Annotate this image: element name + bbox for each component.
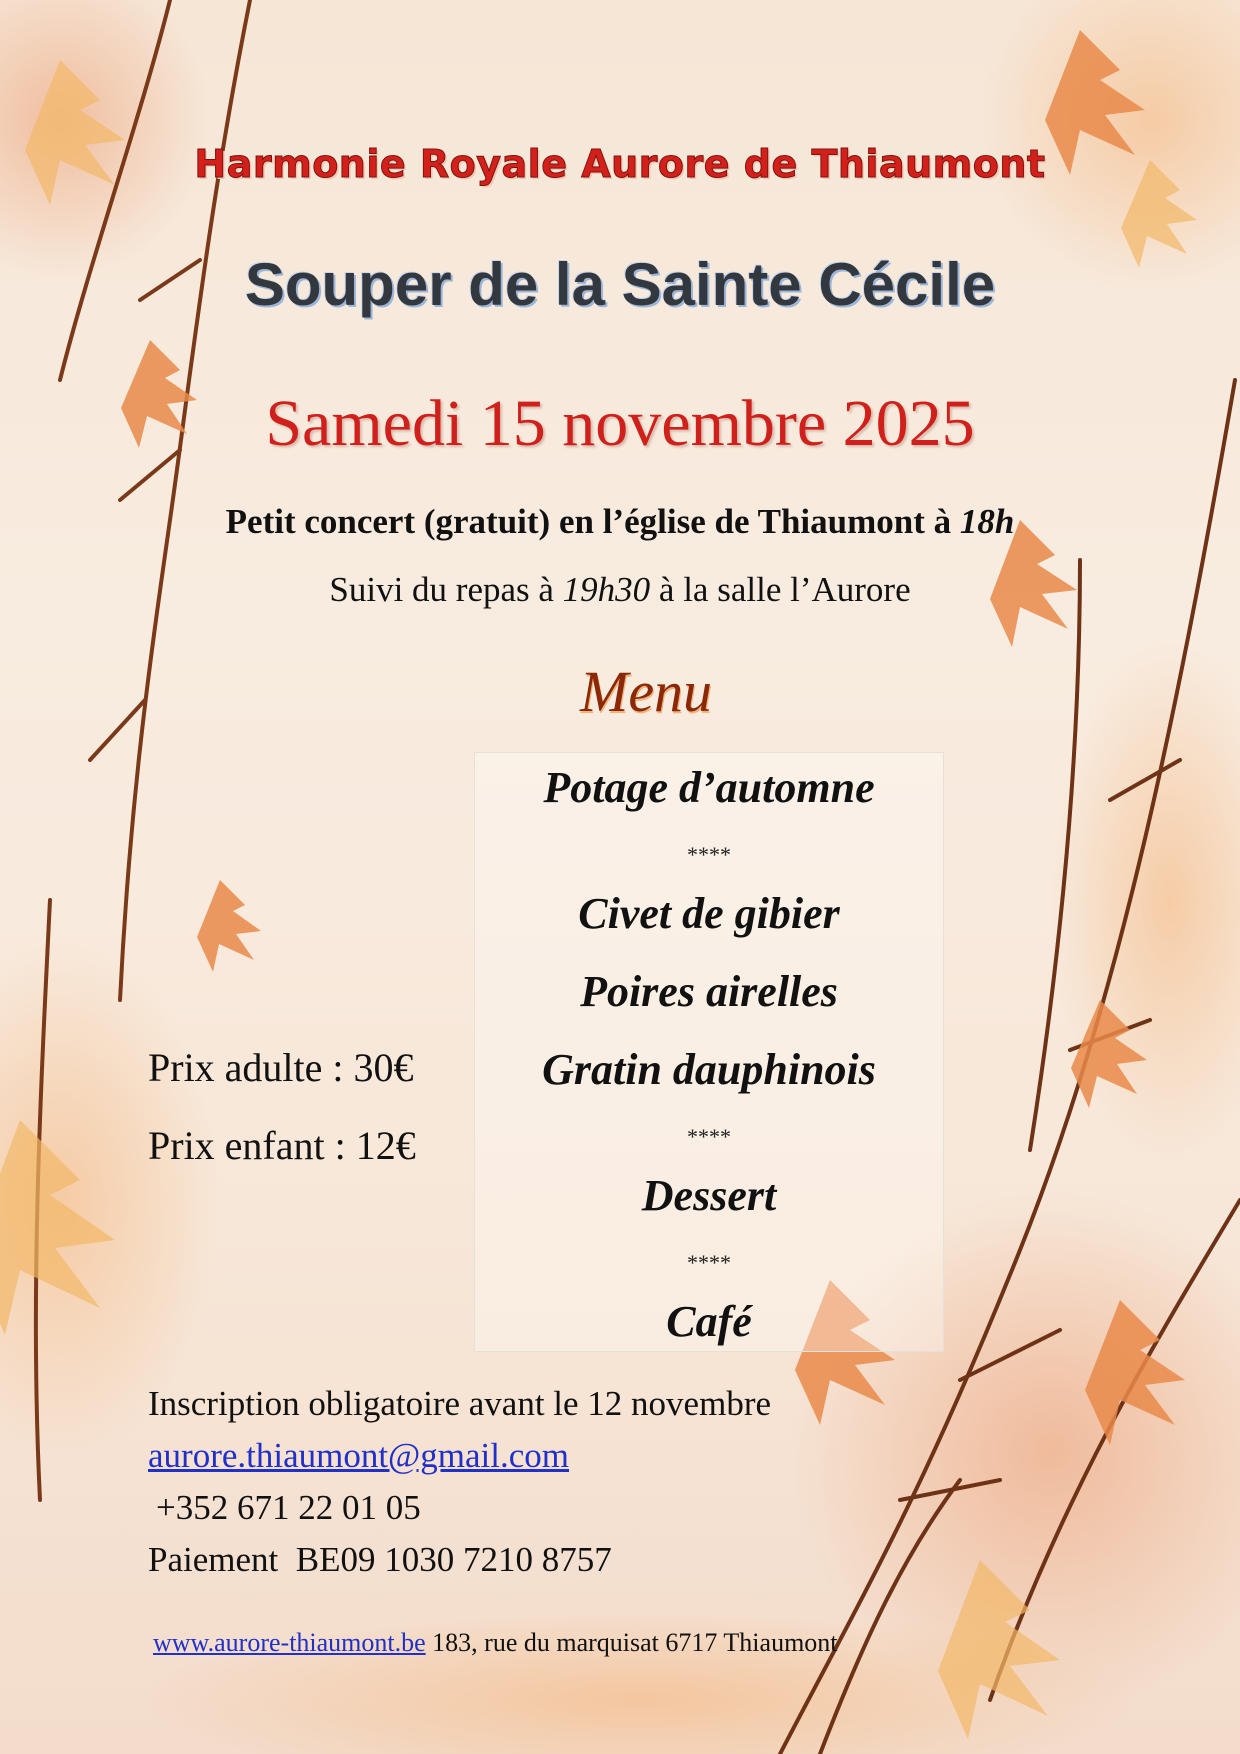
menu-starter: Potage d’automne: [543, 763, 875, 812]
dinner-info: [0, 570, 1240, 610]
contact-phone: +352 671 22 01 05: [156, 1488, 421, 1527]
menu-main-3: Gratin dauphinois: [542, 1045, 876, 1094]
dinner-text-after: à la salle l’Aurore: [650, 570, 911, 609]
event-title: Souper de la Sainte Cécile: [244, 251, 996, 318]
website-link[interactable]: www.aurore-thiaumont.be: [153, 1628, 426, 1657]
menu-dessert: Dessert: [641, 1171, 777, 1220]
organization-title: Harmonie Royale Aurore de Thiaumont: [194, 142, 1046, 186]
concert-time: 18h: [959, 502, 1015, 541]
price-child: Prix enfant : 12€: [148, 1123, 416, 1168]
concert-info: [148, 502, 1092, 542]
menu-coffee: Café: [666, 1297, 752, 1346]
menu-main-2: Poires airelles: [580, 967, 838, 1016]
menu-separator: ****: [687, 842, 731, 867]
menu-main-1: Civet de gibier: [578, 889, 840, 938]
footer: [153, 1628, 838, 1658]
price-adult: Prix adulte : 30€: [148, 1045, 414, 1090]
payment-info: Paiement BE09 1030 7210 8757: [148, 1540, 612, 1579]
menu-separator: ****: [687, 1124, 731, 1149]
dinner-text-before: Suivi du repas à: [329, 570, 563, 609]
menu-heading: Menu: [580, 659, 713, 724]
contact-email-link[interactable]: aurore.thiaumont@gmail.com: [148, 1436, 570, 1475]
menu-separator: ****: [687, 1250, 731, 1275]
concert-text: Petit concert (gratuit) en l’église de Thiaumont à: [225, 502, 960, 541]
footer-address: 183, rue du marquisat 6717 Thiaumont: [425, 1628, 838, 1657]
dinner-time: 19h30: [562, 570, 651, 609]
event-date: Samedi 15 novembre 2025: [265, 387, 975, 460]
registration-deadline: Inscription obligatoire avant le 12 novembre: [148, 1384, 772, 1423]
